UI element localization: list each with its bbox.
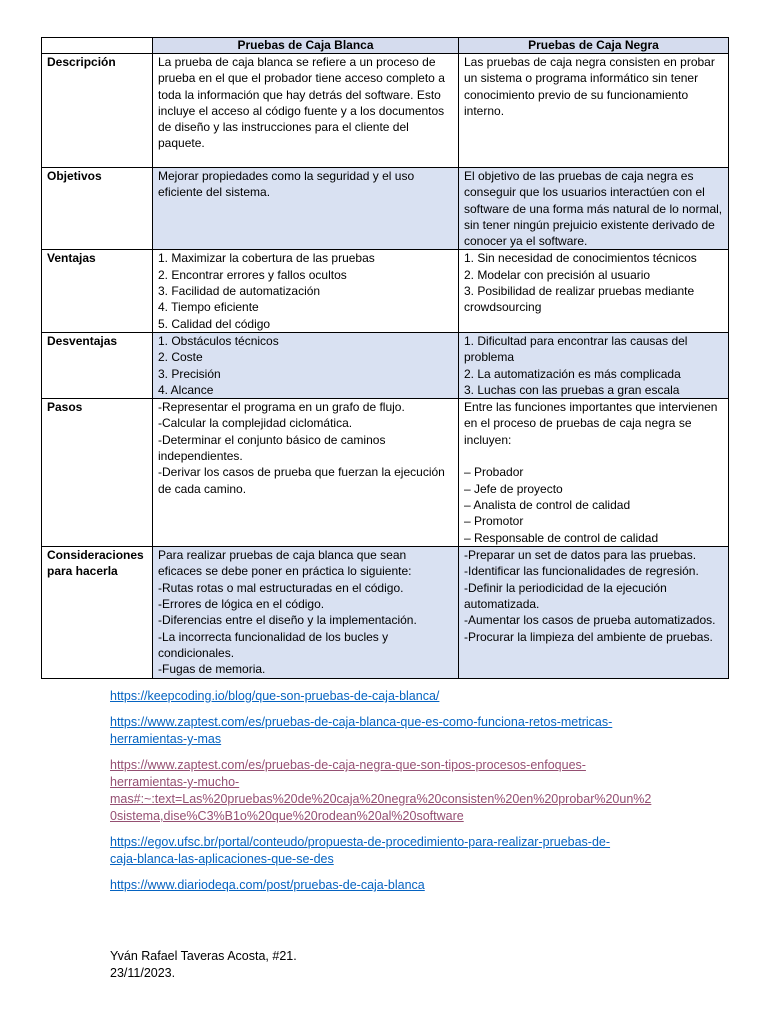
cell-caja-blanca: [153, 547, 459, 679]
blank-line: [464, 448, 723, 464]
list-item: 2. La automatización es más complicada: [464, 366, 681, 381]
cell-text: Las pruebas de caja negra consisten en probar un sistema o programa informático sin tener conocimiento previo de su funcionamiento interno.: [464, 55, 715, 118]
list-item: -Identificar las funcionalidades de regresión.: [464, 564, 699, 579]
cell-text: La prueba de caja blanca se refiere a un proceso de prueba en el que el probador tiene acceso completo a toda la información que hay detrás del software. Esto incluye el acceso al código fuente y a los documentos de diseño y las instrucciones para el cliente del paquete.: [158, 55, 445, 151]
row-consideraciones: [42, 547, 729, 679]
cell-caja-blanca: [153, 399, 459, 547]
list-item: 3. Posibilidad de realizar pruebas mediante crowdsourcing: [464, 284, 695, 315]
link-text: https://www.diariodeqa.com/post/pruebas-de-caja-blanca: [110, 878, 425, 892]
row-descripcion: [42, 54, 729, 168]
list-item: -Preparar un set de datos para las pruebas.: [464, 548, 697, 563]
cell-caja-blanca: [153, 168, 459, 250]
list-item: 3. Precisión: [158, 366, 221, 381]
list-item: 2. Coste: [158, 350, 203, 365]
list-item: 1. Obstáculos técnicos: [158, 333, 279, 348]
header-caja-negra: Pruebas de Caja Negra: [459, 38, 729, 54]
list-item: -Rutas rotas o mal estructuradas en el código.: [158, 580, 404, 595]
row-label: [42, 547, 153, 679]
list-item: -Determinar el conjunto básico de caminos independientes.: [158, 432, 386, 464]
cell-caja-negra: [459, 547, 729, 679]
list-item: 2. Encontrar errores y fallos ocultos: [158, 267, 347, 282]
link-text: https://keepcoding.io/blog/que-son-pruebas-de-caja-blanca/: [110, 689, 440, 703]
author-block: [110, 948, 297, 982]
list-item: – Promotor: [464, 514, 524, 529]
list-item: 4. Tiempo eficiente: [158, 300, 259, 315]
header-empty-cell: [42, 38, 153, 54]
row-label-text: Pasos: [47, 400, 83, 415]
list-item: -Derivar los casos de prueba que fuerzan la ejecución de cada camino.: [158, 465, 445, 496]
cell-caja-negra: [459, 54, 729, 168]
list-item: – Jefe de proyecto: [464, 481, 563, 496]
link-text: herramientas-y-mas: [110, 732, 222, 746]
cell-caja-blanca: [153, 332, 459, 398]
list-item: 3. Facilidad de automatización: [158, 284, 321, 299]
list-item: -Fugas de memoria.: [158, 662, 266, 677]
link-zaptest-caja-negra[interactable]: [110, 757, 710, 825]
list-item: -Diferencias entre el diseño y la implementación.: [158, 613, 417, 628]
row-label-text: Objetivos: [47, 169, 102, 183]
list-item: 5. Calidad del código: [158, 316, 271, 331]
link-zaptest-caja-blanca[interactable]: [110, 714, 710, 748]
cell-text: El objetivo de las pruebas de caja negra es conseguir que los usuarios interactúen con el software de una forma más natural de lo normal, sin tener ningún prejuicio existente derivado de conocer ya el software.: [464, 169, 723, 249]
cell-caja-negra: [459, 399, 729, 547]
author-name: Yván Rafael Taveras Acosta, #21.: [110, 949, 297, 963]
row-label: [42, 168, 153, 250]
row-pasos: [42, 399, 729, 547]
list-item: -Procurar la limpieza del ambiente de pruebas.: [464, 629, 713, 644]
cell-caja-negra: [459, 250, 729, 332]
list-item: 1. Dificultad para encontrar las causas del problema: [464, 333, 688, 365]
header-caja-blanca: Pruebas de Caja Blanca: [153, 38, 459, 54]
list-item: – Analista de control de calidad: [464, 497, 631, 512]
list-item: -Aumentar los casos de prueba automatizados.: [464, 613, 716, 628]
cell-caja-blanca: [153, 54, 459, 168]
row-label: [42, 399, 153, 547]
link-text: mas#:~:text=Las%20pruebas%20de%20caja%20negra%20consisten%20en%20probar%20un%2: [110, 792, 652, 806]
cell-caja-negra: [459, 168, 729, 250]
cell-text: Mejorar propiedades como la seguridad y el uso eficiente del sistema.: [158, 169, 415, 200]
list-item: 1. Maximizar la cobertura de las pruebas: [158, 251, 375, 266]
list-item: Para realizar pruebas de caja blanca que sean eficaces se debe poner en práctica lo siguiente:: [158, 548, 412, 579]
list-item: Entre las funciones importantes que intervienen en el proceso de pruebas de caja negra se incluyen:: [464, 400, 718, 447]
list-item: -Definir la periodicidad de la ejecución automatizada.: [464, 580, 667, 612]
link-text: https://egov.ufsc.br/portal/conteudo/propuesta-de-procedimiento-para-realizar-pruebas-de-: [110, 835, 611, 849]
list-item: 1. Sin necesidad de conocimientos técnicos: [464, 251, 697, 266]
list-item: – Probador: [464, 465, 524, 480]
list-item: 4. Alcance: [158, 382, 214, 397]
reference-links: [110, 688, 710, 903]
author-date: 23/11/2023.: [110, 966, 176, 980]
link-diariodeqa[interactable]: [110, 877, 710, 894]
link-egov-ufsc[interactable]: [110, 834, 710, 868]
link-keepcoding[interactable]: [110, 688, 710, 705]
row-label: [42, 332, 153, 398]
list-item: – Responsable de control de calidad: [464, 530, 659, 545]
link-text: caja-blanca-las-aplicaciones-que-se-des: [110, 852, 334, 866]
row-label-text: Ventajas: [47, 251, 96, 266]
list-item: -Representar el programa en un grafo de flujo.: [158, 400, 405, 415]
row-desventajas: [42, 332, 729, 398]
cell-caja-blanca: [153, 250, 459, 332]
row-label: [42, 250, 153, 332]
list-item: 2. Modelar con precisión al usuario: [464, 267, 651, 282]
list-item: 3. Luchas con las pruebas a gran escala: [464, 382, 680, 397]
list-item: -Errores de lógica en el código.: [158, 597, 325, 612]
comparison-table: [41, 37, 729, 679]
link-text: https://www.zaptest.com/es/pruebas-de-caja-negra-que-son-tipos-procesos-enfoques-: [110, 758, 586, 772]
row-label-text: Descripción: [47, 55, 116, 69]
table-header-row: [42, 38, 729, 54]
row-label-text: para hacerla: [47, 564, 118, 579]
row-objetivos: [42, 168, 729, 250]
list-item: -La incorrecta funcionalidad de los bucles y condicionales.: [158, 629, 389, 660]
link-text: 0sistema,dise%C3%B1o%20que%20rodean%20al%20software: [110, 809, 464, 823]
row-label-text: Desventajas: [47, 333, 118, 348]
row-ventajas: [42, 250, 729, 332]
row-label: [42, 54, 153, 168]
cell-caja-negra: [459, 332, 729, 398]
list-item: -Calcular la complejidad ciclomática.: [158, 416, 353, 431]
link-text: https://www.zaptest.com/es/pruebas-de-caja-blanca-que-es-como-funciona-retos-metricas-: [110, 715, 613, 729]
row-label-text: Consideraciones: [47, 548, 144, 563]
link-text: herramientas-y-mucho-: [110, 775, 240, 789]
